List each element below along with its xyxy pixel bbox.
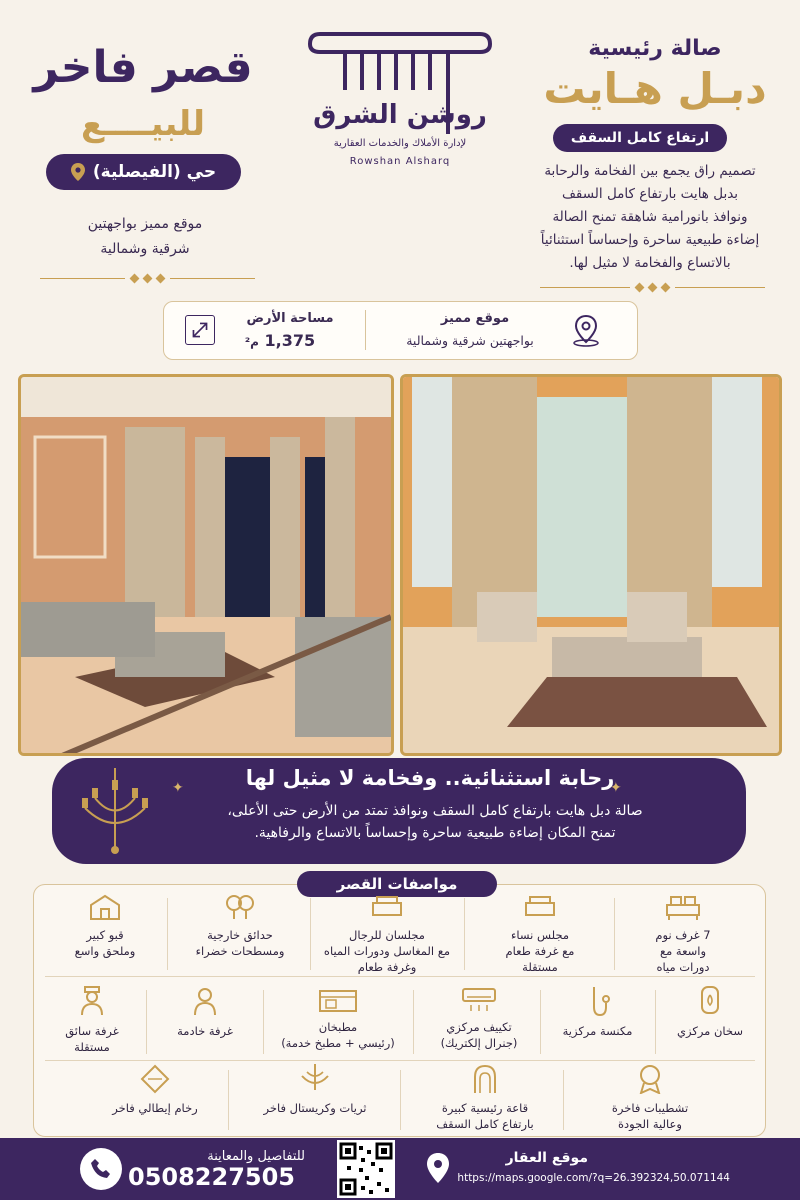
building-icon (87, 893, 123, 921)
ceiling-height-badge: ارتفاع كامل السقف (553, 124, 727, 152)
photo-majlis (18, 374, 394, 756)
phone-button[interactable] (80, 1148, 122, 1190)
location-value: بواجهتين شرقية وشمالية (406, 333, 534, 348)
water-heater-icon (696, 985, 724, 1017)
location-pin-icon (71, 163, 85, 181)
spec-marble: رخام إيطالي فاخر (85, 1064, 225, 1116)
spec-central-vacuum: مكنسة مركزية (545, 985, 650, 1039)
land-area-value (225, 331, 335, 350)
expand-arrows-icon (185, 315, 215, 345)
logo-name: روشن الشرق (313, 100, 487, 130)
driver-icon (78, 985, 106, 1017)
property-location-title: موقع العقار (505, 1150, 588, 1166)
spec-gardens: حدائق خارجية ومسطحات خضراء (175, 893, 305, 959)
logo-subtitle: لإدارة الأملاك والخدمات العقارية (333, 138, 467, 149)
phone-icon (89, 1157, 113, 1181)
main-hall-title: صالة رئيسية (588, 36, 722, 61)
spec-finishing: تشطيبات فاخرة وعالية الجودة (570, 1064, 730, 1132)
hall-desc-line: بدبل هايت بارتفاع كامل السقف (561, 186, 739, 202)
map-pin-icon (568, 312, 604, 348)
double-height-title: دبـل هـايت (543, 64, 767, 113)
district-label: حي (الفيصلية) (92, 162, 217, 182)
ornament-divider (40, 273, 255, 283)
sparkle-icon: ✦ (610, 780, 622, 796)
banner-title: رحابة استثنائية.. وفخامة لا مثيل لها (245, 766, 615, 790)
qr-code[interactable] (337, 1140, 395, 1198)
chandelier-icon (299, 1064, 331, 1094)
spec-women-majlis: مجلس نساء مع غرفة طعام مستقلة (470, 893, 610, 975)
location-pin-icon (425, 1152, 451, 1184)
ornament-divider (540, 282, 765, 292)
headline-for-sale: للبيــــع (80, 104, 206, 144)
spec-kitchens: مطبخان (رئيسي + مطبخ خدمة) (268, 985, 408, 1051)
logo-english-name: Rowshan Alsharq (349, 156, 451, 167)
spec-basement: قبو كبير وملحق واسع (45, 893, 165, 959)
info-separator (365, 310, 366, 350)
property-map-link[interactable]: https://maps.google.com/?q=26.392324,50.071144 (457, 1172, 730, 1184)
spec-maid-room: غرفة خادمة (155, 985, 255, 1039)
district-badge (46, 154, 241, 190)
arch-icon (471, 1064, 499, 1094)
banner-text (160, 800, 710, 844)
spec-bedrooms: 7 غرف نوم واسعة مع دورات مياه (618, 893, 748, 975)
banner-line: صالة دبل هايت بارتفاع كامل السقف ونوافذ تمتد من الأرض حتى الأعلى، (227, 803, 643, 819)
spec-water-heater: سخان مركزي (660, 985, 760, 1039)
ac-icon (461, 985, 497, 1013)
bed-icon (665, 893, 701, 921)
chandelier-icon (70, 768, 160, 858)
headline-palace: قصر فاخر (33, 42, 253, 93)
left-desc-line: موقع مميز بواجهتين (87, 216, 203, 232)
quality-badge-icon (636, 1064, 664, 1094)
hall-desc-line: بالاتساع والفخامة لا مثيل لها. (569, 255, 731, 271)
sofa-icon (522, 893, 558, 921)
left-description (40, 212, 250, 262)
photo-main-hall (400, 374, 782, 756)
spec-chandeliers: ثريات وكريستال فاخر (240, 1064, 390, 1116)
hall-description (520, 160, 780, 275)
phone-number[interactable]: 0508227505 (128, 1163, 295, 1191)
trees-icon (222, 893, 258, 921)
land-area-title: مساحة الأرض (246, 311, 334, 326)
marble-icon (140, 1064, 170, 1094)
sofa-icon (369, 893, 405, 921)
area-number: 1,375 (264, 331, 316, 350)
vacuum-icon (584, 985, 612, 1017)
spec-main-hall: قاعة رئيسية كبيرة بارتفاع كامل السقف (410, 1064, 560, 1132)
hall-desc-line: إضاءة طبيعية ساحرة وإحساساً استثنائياً (540, 232, 760, 248)
call-label: للتفاصيل والمعاينة (207, 1149, 305, 1164)
specs-title: مواصفات القصر (297, 871, 497, 897)
area-unit: م² (244, 335, 259, 349)
kitchen-icon (318, 985, 358, 1013)
hall-desc-line: ونوافذ بانورامية شاهقة تمنح الصالة (552, 209, 748, 225)
left-desc-line: شرقية وشمالية (100, 241, 190, 257)
banner-line: تمنح المكان إضاءة طبيعية ساحرة وإحساساً بالاتساع والرفاهية. (254, 825, 616, 841)
location-title: موقع مميز (440, 311, 510, 326)
maid-icon (191, 985, 219, 1017)
hall-desc-line: تصميم راق يجمع بين الفخامة والرحابة (544, 163, 756, 179)
spec-central-ac: تكييف مركزي (جنرال إلكتريك) (420, 985, 538, 1051)
sparkle-icon: ✦ (172, 780, 184, 796)
spec-men-majlis: مجلسان للرجال مع المغاسل ودورات المياه وغرفة طعام (312, 893, 462, 975)
spec-driver-room: غرفة سائق مستقلة (42, 985, 142, 1055)
